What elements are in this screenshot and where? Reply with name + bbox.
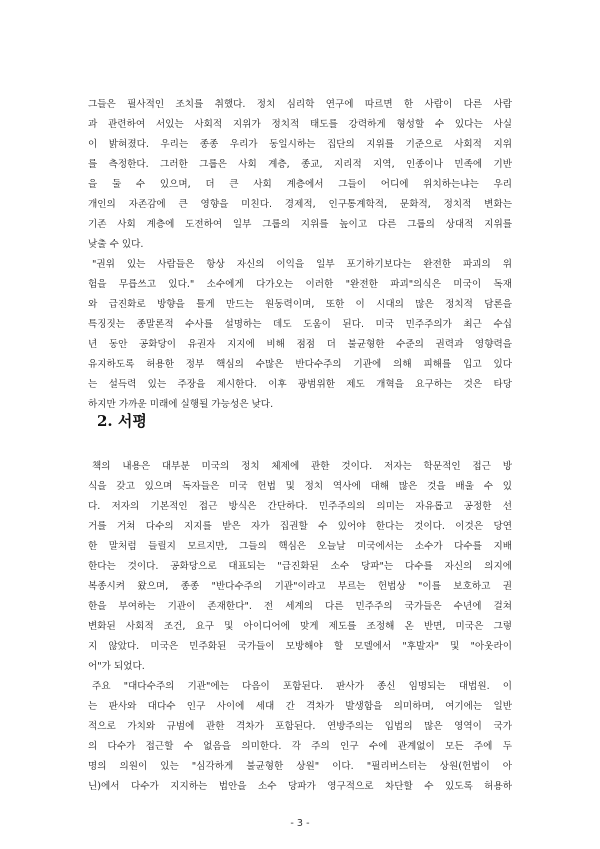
text-line: 한다는 것이다. 공화당으로 대표되는 "급진화된 소수 당파"는 다수를 자신의 의지에 — [88, 561, 512, 572]
text-line: 한을 부여하는 기관이 존재한다". 전 세계의 다른 민주주의 국가들은 수년에 걸쳐 — [88, 601, 512, 612]
text-line: 는 설득력 있는 주장을 제시한다. 이후 광범위한 제도 개혁을 요구하는 것은 타당 — [88, 379, 512, 390]
text-line: 다. 저자의 기본적인 접근 방식은 간단하다. 민주주의의 의미는 자유롭고 공정한 선 — [88, 501, 512, 512]
text-line: 이 밝혀졌다. 우리는 종종 우리가 동일시하는 집단의 지위를 기준으로 사회적 지위 — [88, 139, 512, 150]
text-line: 책의 내용은 대부분 미국의 정치 체제에 관한 것이다. 저자는 학문적인 접근 방 — [92, 461, 512, 472]
text-line: 지 않았다. 미국은 민주화된 국가들이 모방해야 할 모델에서 "후발자" 및 "아웃라이 — [88, 641, 512, 652]
text-line: "권위 있는 사람들은 항상 자신의 이익을 일부 포기하기보다는 완전한 파괴의 위 — [92, 259, 512, 270]
text-line: 는 판사와 대다수 인구 사이에 세대 간 격차가 발생함을 의미하며, 여기에는 일반 — [88, 701, 512, 712]
text-line: 과 관련하여 서있는 사회적 지위가 정치적 태도를 강력하게 형성할 수 있다는 사실 — [88, 119, 512, 130]
text-line: 유지하도록 허용한 정부 핵심의 수많은 반다수주의 기관에 의해 피해를 입고 있다 — [88, 359, 512, 370]
body-text-top — [88, 95, 512, 415]
text-line: 어"가 되었다. — [88, 661, 145, 672]
text-line: 의 다수가 접근할 수 없음을 의미한다. 각 주의 인구 수에 관계없이 모든 주에 두 — [88, 741, 512, 752]
paragraph — [88, 677, 512, 797]
page-number: - 3 - — [290, 818, 310, 829]
text-line: 거를 거쳐 다수의 지지를 받은 자가 집권할 수 있어야 한다는 것이다. 이것은 당연 — [88, 521, 512, 532]
text-line: 주요 "대다수주의 기관"에는 다음이 포함된다. 판사가 종신 임명되는 대법원. 이 — [92, 681, 512, 692]
body-text-bottom — [88, 457, 512, 797]
paragraph — [88, 457, 512, 677]
text-line: 을 둘 수 있으며, 더 큰 사회 계층에서 그들이 어디에 위치하는냐는 우리 — [88, 179, 512, 190]
text-line: 년 동안 공화당이 유권자 지지에 비해 점점 더 불균형한 수준의 권력과 영향력을 — [88, 339, 512, 350]
text-line: 하지만 가까운 미래에 실행될 가능성은 낮다. — [88, 399, 274, 410]
text-line: 험을 무릅쓰고 있다." 소수에게 다가오는 이러한 "완전한 파괴"의식은 미국이 독재 — [88, 279, 512, 290]
text-line: 식을 갖고 있으며 독자들은 미국 헌법 및 정치 역사에 대해 많은 것을 배울 수 있 — [88, 481, 512, 492]
text-line: 기존 사회 계층에 도전하여 일부 그룹의 지위를 높이고 다른 그룹의 상대적 지위를 — [88, 219, 512, 230]
text-line: 닌)에서 다수가 지지하는 법안을 소수 당파가 영구적으로 차단할 수 있도록 허용하 — [88, 781, 512, 792]
text-line: 그들은 필사적인 조치를 취했다. 정치 심리학 연구에 따르면 한 사람이 다른 사람 — [88, 99, 512, 110]
text-line: 적으로 가치와 규범에 관한 격차가 포함된다. 연방주의는 입법의 많은 영역이 국가 — [88, 721, 512, 732]
paragraph — [88, 95, 512, 255]
text-line: 와 급진화로 방향을 틀게 만드는 원동력이며, 또한 이 시대의 많은 정치적 담론을 — [88, 299, 512, 310]
text-line: 개인의 자존감에 큰 영향을 미친다. 경제적, 인구통계학적, 문화적, 정치적 변화는 — [88, 199, 512, 210]
text-line: 특징짓는 종말론적 수사를 설명하는 데도 도움이 된다. 미국 민주주의가 최근 수십 — [88, 319, 512, 330]
paragraph — [88, 255, 512, 415]
section-heading: 2. 서평 — [97, 412, 147, 430]
text-line: 명의 의원이 있는 "심각하게 불균형한 상원" 이다. "필리버스터는 상원(헌법이 아 — [88, 761, 512, 772]
text-line: 낮출 수 있다. — [88, 239, 144, 250]
text-line: 복종시켜 왔으며, 종종 "반다수주의 기관"이라고 부르는 헌법상 "이를 보호하고 권 — [88, 581, 512, 592]
text-line: 한 말처럼 들릴지 모르지만, 그들의 핵심은 오늘날 미국에서는 소수가 다수를 지배 — [88, 541, 512, 552]
text-line: 변화된 사회적 조건, 요구 및 아이디어에 맞게 제도를 조정해 온 반면, 미국은 그렇 — [88, 621, 512, 632]
text-line: 를 측정한다. 그러한 그룹은 사회 계층, 종교, 지리적 지역, 인종이나 민족에 기반 — [88, 159, 512, 170]
